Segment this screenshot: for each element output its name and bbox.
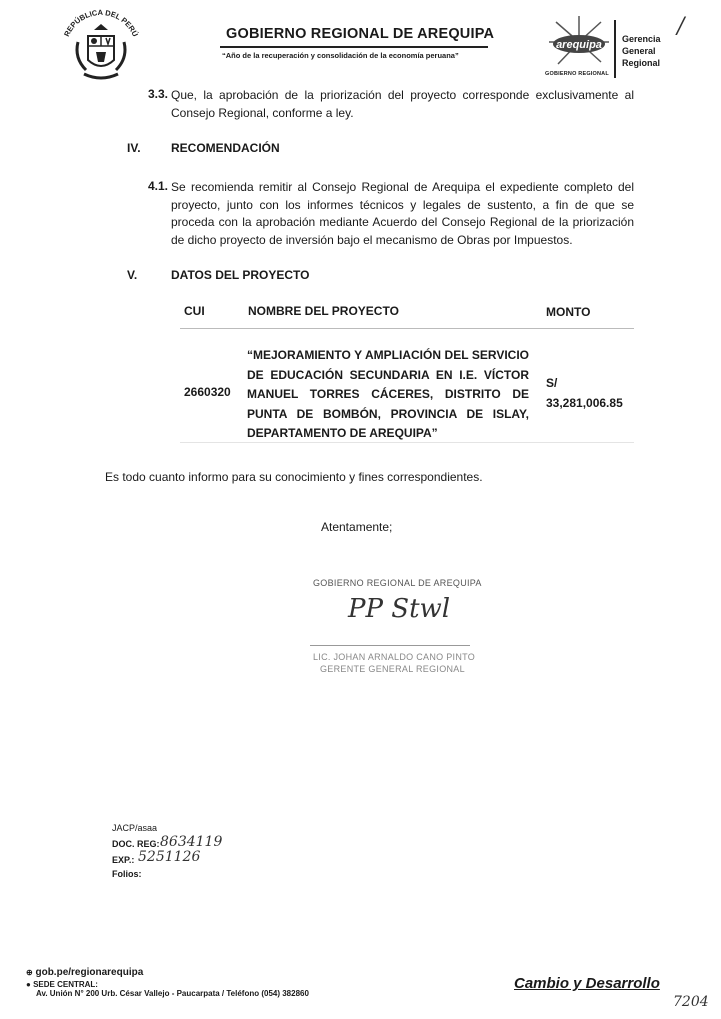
- footer-slogan: Cambio y Desarrollo: [514, 975, 660, 992]
- section-v-numeral: V.: [127, 268, 138, 282]
- footer-sede-label: SEDE CENTRAL:: [33, 980, 98, 989]
- exp-value: 5251126: [138, 849, 201, 865]
- header-title: GOBIERNO REGIONAL DE AREQUIPA: [226, 26, 495, 42]
- arequipa-logo: [546, 14, 612, 70]
- corner-mark: /: [677, 14, 685, 39]
- th-project-name: NOMBRE DEL PROYECTO: [248, 304, 399, 318]
- item-4-1-text: Se recomienda remitir al Consejo Regional de Arequipa el expediente completo del proyecto, junto con los informes técnicos y legales de sustento, a fin de que se proceda con la aprobación mediante Acuerdo del Consejo Regional de la priorización de dicho proyecto de inversión bajo el mecanismo de Obras por Impuestos.: [171, 180, 634, 247]
- svg-text:REPÚBLICA DEL PERÚ: [62, 8, 140, 38]
- gerencia-line-3: Regional: [622, 58, 661, 68]
- logo-text: arequipa: [556, 39, 602, 51]
- item-4-1-number: 4.1.: [148, 179, 169, 193]
- gerencia-line-2: General: [622, 46, 656, 56]
- location-icon: ●: [26, 980, 31, 989]
- gerencia-line-1: Gerencia: [622, 34, 661, 44]
- header-rule: [220, 46, 488, 48]
- exp-label: EXP.:: [112, 855, 135, 865]
- doc-reg-label: DOC. REG:: [112, 839, 160, 849]
- signature-line: [310, 645, 470, 646]
- footer-web: gob.pe/regionarequipa: [35, 967, 144, 978]
- cell-cui: 2660320: [184, 385, 231, 399]
- item-3-3-text: Que, la aprobación de la priorización del proyecto corresponde exclusivamente al Consejo Regional, conforme a ley.: [171, 88, 634, 120]
- initials: JACP/asaa: [112, 823, 158, 833]
- section-iv-numeral: IV.: [127, 141, 141, 155]
- table-header-rule: [180, 328, 634, 329]
- th-amount: MONTO: [546, 305, 591, 319]
- signature: PP Stwl: [348, 594, 451, 624]
- table-bottom-rule: [180, 442, 634, 443]
- closing-text: Es todo cuanto informo para su conocimiento y fines correspondientes.: [105, 470, 483, 484]
- web-icon: ⊕: [26, 968, 33, 977]
- stamp-name: LIC. JOHAN ARNALDO CANO PINTO: [313, 652, 476, 662]
- stamp-top: GOBIERNO REGIONAL DE AREQUIPA: [313, 578, 482, 588]
- section-iv-title: RECOMENDACIÓN: [171, 141, 280, 155]
- peru-seal: [56, 8, 146, 88]
- item-3-3-number: 3.3.: [148, 87, 169, 101]
- header-divider: [614, 20, 616, 78]
- header-subtitle: “Año de la recuperación y consolidación de la economía peruana”: [222, 51, 459, 60]
- salutation: Atentamente;: [321, 520, 393, 534]
- cell-project-name: “MEJORAMIENTO Y AMPLIACIÓN DEL SERVICIO DE EDUCACIÓN SECUNDARIA EN I.E. VÍCTOR MANUEL TORRES CÁCERES, DISTRITO DE PUNTA DE BOMBÓN, PROVINCIA DE ISLAY, DEPARTAMENTO DE AREQUIPA”: [247, 348, 529, 440]
- footer-sede-row: [26, 980, 98, 989]
- footer-web-row: [26, 967, 143, 978]
- cell-currency: S/: [546, 376, 558, 390]
- folios-label: Folios:: [112, 869, 142, 879]
- section-v-title: DATOS DEL PROYECTO: [171, 268, 310, 282]
- seal-text: REPÚBLICA DEL PERÚ: [62, 8, 140, 39]
- footer-address: Av. Unión N° 200 Urb. César Vallejo - Paucarpata / Teléfono (054) 382860: [36, 989, 309, 998]
- cell-amount: 33,281,006.85: [546, 396, 623, 410]
- doc-reg-value: 8634119: [160, 834, 223, 850]
- gerencia-block: [622, 33, 661, 69]
- logo-caption: GOBIERNO REGIONAL: [545, 71, 609, 77]
- page-mark: 7204: [673, 994, 709, 1010]
- th-cui: CUI: [184, 304, 205, 318]
- stamp-position: GERENTE GENERAL REGIONAL: [320, 664, 465, 674]
